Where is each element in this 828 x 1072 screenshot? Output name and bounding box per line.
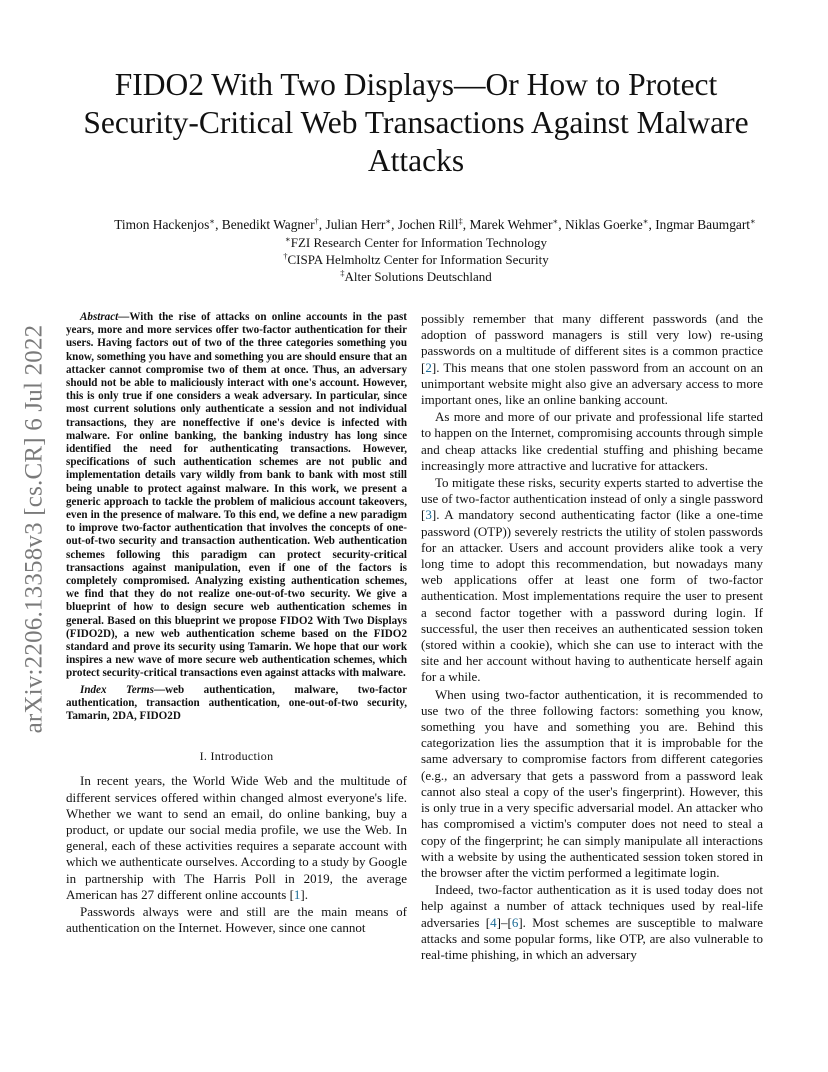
right-body-text (421, 311, 763, 963)
author-affiliation-mark: ‡ (458, 216, 463, 226)
affiliation-list (66, 234, 766, 285)
author-affiliation-mark: ∗ (552, 216, 559, 226)
citation-link[interactable]: 1 (293, 886, 301, 902)
body-paragraph: When using two-factor authentication, it is recommended to use two of the three following factors: something you know, something you have and something you are. Behind this categorization lies the assumption that it is improbable for the same adversary to compromise factors from different categories (e.g., an adversary that gets a password from a password leak cannot also steal a copy of the user's fingerprint). However, this is only true in a very specific adversarial model. An attacker who has compromised a victim's computer does not need to steal a copy of the fingerprint; he can simply manipulate all interactions with a website by using the authenticated session token stored in the browser after the victim performed a legitimate login. (421, 686, 763, 880)
affiliation (66, 251, 766, 268)
index-terms (66, 684, 407, 724)
affiliation-mark: † (283, 251, 288, 261)
body-paragraph: To mitigate these risks, security experts started to advertise the use of two-factor authentication instead of only a single password [3]. A mandatory second authenticating factor (like a one-time password (OTP)) severely restricts the utility of stolen passwords for an attacker. Users and account providers alike took a very long time to adopt this recommendation, but nowadays many web applications offer at least one form of two-factor authentication. Most implementations require the user to present a second factor together with a password during login. If successful, the user then receives an authenticated session token (stored within a cookie), which she can use to interact with the site and her account without having to authenticate herself again for a while. (421, 475, 763, 685)
citation-link[interactable]: 4 (490, 914, 497, 930)
left-column (66, 311, 407, 937)
body-paragraph: As more and more of our private and professional life started to happen on the Internet, compromising accounts through simple and cheap attacks like credential stuffing and phishing became increasingly more attractive and lucrative for attackers. (421, 409, 763, 473)
section-heading-introduction: I. Introduction (199, 749, 274, 764)
affiliation-name: Alter Solutions Deutschland (344, 269, 492, 284)
body-paragraph: Passwords always were and still are the main means of authentication on the Internet. However, since one cannot (66, 903, 407, 936)
author-name: Jochen Rill (397, 217, 459, 232)
citation-link[interactable]: 6 (511, 914, 519, 930)
author-affiliation-mark: ∗ (209, 216, 216, 226)
affiliation (66, 234, 766, 251)
index-terms-text: —web authentication, malware, two-factor authentication, transaction authentication, one-out-of-two security, Tamarin, 2DA, FIDO2D (66, 683, 407, 723)
citation-link[interactable]: 3 (425, 507, 432, 523)
right-column (421, 311, 763, 964)
author-affiliation-mark: ∗ (385, 216, 392, 226)
abstract-lead: Abstract— (80, 311, 130, 323)
author-name: Timon Hackenjos (114, 217, 210, 232)
affiliation-mark: ‡ (340, 268, 345, 278)
index-terms-lead: Index Terms (80, 683, 154, 696)
author-affiliation-mark: ∗ (642, 216, 649, 226)
author-list: Timon Hackenjos∗, Benedikt Wagner†, Julian Herr∗, Jochen Rill‡, Marek Wehmer∗, Niklas Goerke∗, Ingmar Baumgart∗ (114, 216, 756, 232)
citation-link[interactable]: 2 (425, 359, 432, 375)
author-affiliation-mark: † (314, 216, 319, 226)
affiliation-mark: ∗ (284, 234, 291, 244)
author-name: Benedikt Wagner (221, 217, 315, 232)
author-name: Marek Wehmer (469, 217, 553, 232)
affiliation (66, 268, 766, 285)
author-affiliation-mark: ∗ (750, 216, 756, 226)
body-paragraph: Indeed, two-factor authentication as it is used today does not help against a number of attack techniques used by real-life adversaries [4]–[6]. Most schemes are susceptible to malware attacks and some popular forms, like OTP, are also vulnerable to real-time phishing, in which an adversary (421, 882, 764, 962)
arxiv-identifier-text: arXiv:2206.13358v3 [cs.CR] 6 Jul 2022 (20, 324, 47, 734)
body-paragraph: In recent years, the World Wide Web and the multitude of different services offered within changed almost everyone's life. Whether we want to send an email, do online banking, buy a product, or update our social media profile, we use the Web. In general, each of these activities requires a separate account with which we authenticate ourselves. According to a study by Google in partnership with The Harris Poll in 2019, the average American has 27 different online accounts [1]. (66, 773, 407, 902)
arxiv-identifier (14, 303, 54, 755)
author-name: Julian Herr (325, 217, 386, 232)
left-body-text (66, 773, 407, 936)
affiliation-name: CISPA Helmholtz Center for Information Security (287, 252, 549, 267)
author-name: Niklas Goerke (565, 217, 643, 232)
abstract-text: With the rise of attacks on online accounts in the past years, more and more services offer two-factor authentication for their users. Having factors out of two of the three categories something you know, something you have and something you are should ensure that an attacker cannot compromise two of them at once. Thus, an adversary should not be able to maliciously interact with one's account. However, this is only true if one considers a weak adversary. In particular, since most current solutions only authenticate a session and not individual transactions, they are noneffective if one's device is infected with malware. For online banking, the banking industry has long since identified the need for authenticating transactions. However, specifications of such authentication schemes are not public and implementation details vary wildly from bank to bank with most still being unable to protect against malware. In this work, we present a generic approach to tackle the problem of malicious account takeovers, even in the presence of malware. To this end, we define a new paradigm to improve two-factor authentication that involves the concepts of one-out-of-two security and transaction authentication. Web authentication schemes following this paradigm can protect security-critical transactions against manipulation, even if one of the factors is completely compromised. Analyzing existing authentication schemes, we find that they do not realize one-out-of-two security. We give a blueprint of how to design secure web authentication schemes in general. Based on this blueprint we propose FIDO2 With Two Displays (FIDO2D), a new web authentication scheme based on the FIDO2 standard and prove its security using Tamarin. We hope that our work inspires a new wave of more secure web authentication schemes, which protect security-critical transactions even against attacks with malware. (66, 311, 407, 680)
abstract (66, 311, 407, 681)
body-paragraph: possibly remember that many different passwords (and the adoption of password managers is still very low) re-using passwords on a multitude of different sites is a common practice [2]. This means that one stolen password from an account on an unimportant website might also give an adversary access to more important ones, like an online banking account. (421, 311, 763, 408)
author-name: Ingmar Baumgart (655, 217, 751, 232)
affiliation-name: FZI Research Center for Information Technology (290, 235, 548, 250)
paper-title: FIDO2 With Two Displays—Or How to Protect Security-Critical Web Transactions Against Malware Attacks (83, 67, 749, 178)
